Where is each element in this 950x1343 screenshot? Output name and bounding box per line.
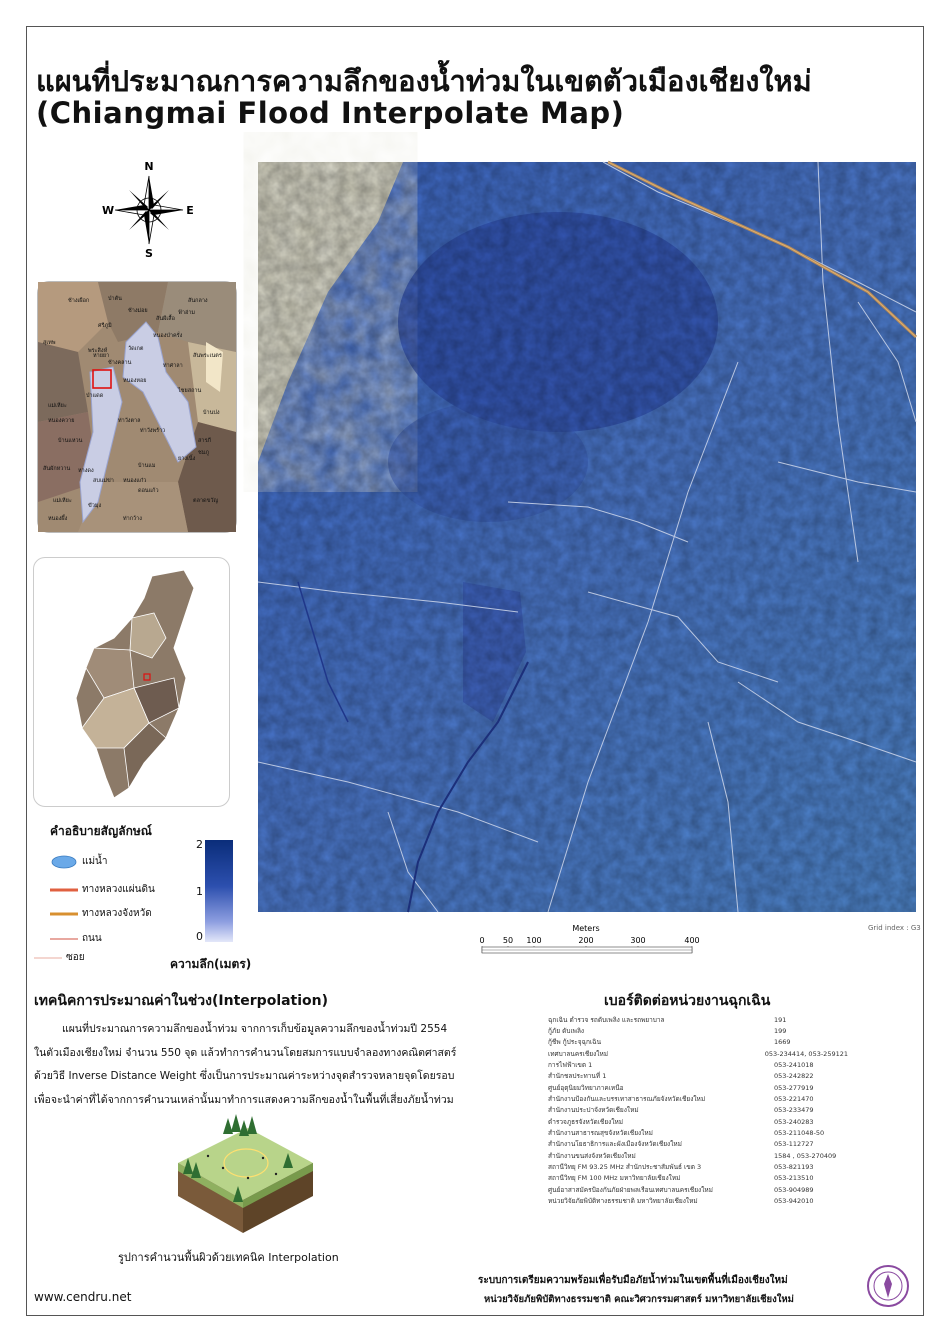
locator-district-label: สุเทพ [43, 340, 56, 346]
locator-district-label: หนองแก๋ว [123, 478, 147, 484]
legend-label-alley: ซอย [66, 952, 85, 963]
interpolation-title: เทคนิคการประมาณค่าในช่วง(Interpolation) [34, 993, 329, 1009]
contact-phone: 053-904989 [774, 1185, 814, 1194]
contact-agency: ศูนย์อาสาสมัครป้องกันภัยฝ่ายพลเรือนเทศบาลนครเชียงใหม่ [548, 1185, 713, 1194]
locator-district-label: ท่าวังตาล [118, 418, 141, 424]
scale-tick-label: 0 [479, 936, 485, 945]
depth-color-ramp [205, 840, 233, 942]
description-line: ด้วยวิธี Inverse Distance Weight ซึ่งเป็นการประมาณค่าระหว่างจุดสำรวจหลายจุดโดยรอบ [34, 1070, 455, 1082]
contact-phone: 1669 [774, 1038, 791, 1047]
footer-system-name: ระบบการเตรียมความพร้อมเพื่อรับมือภัยน้ำท่วมในเขตพื้นที่เมืองเชียงใหม่ [478, 1275, 788, 1286]
legend-title: คำอธิบายสัญลักษณ์ [50, 824, 152, 838]
contact-agency: สำนักงานสาธารณสุขจังหวัดเชียงใหม่ [548, 1129, 653, 1138]
contact-phone: 053-277919 [774, 1083, 814, 1092]
contact-row [548, 1025, 848, 1036]
contact-phone: 053-240283 [774, 1117, 814, 1126]
legend-item-river [50, 854, 108, 869]
contact-row [548, 1150, 848, 1161]
contact-row [548, 1082, 848, 1093]
contact-row [548, 1196, 848, 1207]
map-title-thai: แผนที่ประมาณการความลึกของน้ำท่วมในเขตตัวเมืองเชียงใหม่ [36, 64, 812, 98]
contacts-list [548, 1014, 848, 1207]
contact-phone: 191 [774, 1015, 787, 1024]
legend-label-river: แม่น้ำ [82, 856, 108, 867]
locator-district-label: สารภี [198, 438, 212, 444]
contact-agency: ฉุกเฉิน ตำรวจ รถดับเพลิง และรถพยาบาล [548, 1015, 665, 1024]
legend-item-road [50, 931, 102, 946]
contact-agency: สถานีวิทยุ FM 93.25 MHz สำนักประชาสัมพันธ์ เขต 3 [548, 1163, 702, 1172]
locator-district-label: สันพระเนตร [193, 353, 222, 359]
contact-row [548, 1059, 848, 1070]
locator-district-label: แม่เหียะ [48, 403, 67, 409]
contact-phone: 053-211048-50 [774, 1129, 825, 1138]
locator-district-label: ดอนแก้ว [138, 488, 159, 494]
locator-district-label: บ้านแม [138, 463, 156, 469]
contact-agency: กู้ชีพ กู้ประจุฉุกเฉิน [548, 1038, 602, 1047]
locator-district-label: หนองหอย [123, 378, 147, 384]
contact-agency: สถานีวิทยุ FM 100 MHz มหาวิทยาลัยเชียงใหม่ [548, 1174, 681, 1183]
provincial-highway-symbol-icon [50, 907, 78, 921]
grid-index: Grid index : G3 [868, 924, 921, 932]
interpolation-terrain-illustration [168, 1108, 318, 1243]
locator-district-label: ป่าแดด [86, 393, 104, 399]
locator-district-label: ไชยสถาน [178, 388, 202, 394]
contact-row [548, 1116, 848, 1127]
ramp-max-label: 2 [196, 838, 203, 851]
contact-agency: ศูนย์อุตุนิยมวิทยาภาคเหนือ [548, 1083, 624, 1092]
contact-phone: 053-234414, 053-259121 [764, 1049, 848, 1058]
description-line: แผนที่ประมาณการความลึกของน้ำท่วม จากการเก็บข้อมูลความลึกของน้ำท่วมปี 2554 [62, 1023, 448, 1035]
legend-item-alley [34, 950, 85, 965]
locator-district-label: บ้านปง [203, 410, 220, 416]
contact-agency: ตำรวจภูธรจังหวัดเชียงใหม่ [548, 1117, 624, 1126]
footer-organization: หน่วยวิจัยภัยพิบัติทางธรรมชาติ คณะวิศวกรรมศาสตร์ มหาวิทยาลัยเชียงใหม่ [484, 1294, 794, 1305]
scale-tick-label: 200 [578, 936, 594, 945]
contact-agency: สำนักงานป้องกันและบรรเทาสาธารณภัยจังหวัดเชียงใหม่ [548, 1095, 706, 1104]
interpolation-description [34, 1018, 514, 1112]
ramp-mid-label: 1 [196, 885, 203, 898]
river-symbol-icon [50, 855, 78, 869]
alley-symbol-icon [34, 951, 62, 965]
legend-item-provincial-highway [50, 906, 152, 921]
locator-district-label: ท่าศาลา [163, 363, 183, 369]
legend-label-national-highway: ทางหลวงแผ่นดิน [82, 884, 155, 895]
contact-phone: 053-233479 [774, 1106, 814, 1115]
contact-row [548, 1071, 848, 1082]
contact-phone: 053-241018 [774, 1061, 814, 1070]
locator-district-label: ยางเนิ้ง [178, 456, 196, 462]
road-symbol-icon [50, 932, 78, 946]
contact-agency: หน่วยวิจัยภัยพิบัติทางธรรมชาติ มหาวิทยาลัยเชียงใหม่ [548, 1197, 698, 1206]
province-locator-map [33, 557, 230, 807]
contact-row [548, 1173, 848, 1184]
locator-district-label: ชมภู [198, 450, 209, 456]
contact-phone: 053-821193 [774, 1163, 814, 1172]
locator-district-label: สันผีเสื้อ [156, 316, 175, 322]
locator-district-label: ท่าวังพร้าว [140, 428, 166, 434]
contact-agency: กู้ภัย ดับเพลิง [548, 1027, 585, 1036]
locator-district-label: ขัวมุง [88, 503, 102, 509]
scale-tick-label: 300 [630, 936, 646, 945]
contact-agency: สำนักงานประปาจังหวัดเชียงใหม่ [548, 1106, 639, 1115]
contact-phone: 053-213510 [774, 1174, 814, 1183]
map-title-english: (Chiangmai Flood Interpolate Map) [36, 96, 625, 130]
scale-tick-label: 100 [526, 936, 542, 945]
locator-district-label: บ้านแหวน [58, 438, 83, 444]
legend-label-road: ถนน [82, 933, 102, 944]
flood-depth-map [258, 162, 916, 912]
scale-tick-label: 50 [502, 936, 514, 945]
compass-e: E [186, 204, 194, 217]
contact-row [548, 1184, 848, 1195]
locator-district-label: ฟ้าฮ่าม [178, 310, 196, 316]
locator-district-label: หายยา [93, 353, 110, 359]
contact-row [548, 1127, 848, 1138]
contact-row [548, 1014, 848, 1025]
locator-district-label: พระสิงห์ [88, 348, 108, 354]
locator-district-label: สันกลาง [188, 298, 208, 304]
locator-district-label: หางดง [78, 468, 94, 474]
contact-phone: 053-221470 [774, 1095, 814, 1104]
locator-district-label: สบแม่ข่า [93, 478, 114, 484]
depth-unit-label: ความลึก(เมตร) [170, 957, 252, 971]
scale-unit: Meters [572, 924, 600, 933]
contact-agency: สำนักชลประทานที่ 1 [548, 1072, 607, 1081]
north-arrow-icon [101, 158, 194, 260]
locator-district-label: ศรีภูมิ [98, 323, 112, 329]
contact-agency: สำนักงานโยธาธิการและผังเมืองจังหวัดเชียงใหม่ [548, 1140, 682, 1149]
contacts-title: เบอร์ติดต่อหน่วยงานฉุกเฉิน [604, 993, 771, 1009]
locator-district-label: ป่าตัน [108, 296, 122, 302]
contact-row [548, 1105, 848, 1116]
interpolation-caption: รูปการคำนวนพื้นผิวด้วยเทคนิค Interpolation [118, 1251, 339, 1264]
contact-row [548, 1093, 848, 1104]
locator-district-label: ช้างเผือก [68, 298, 90, 304]
website-link[interactable]: www.cendru.net [34, 1290, 132, 1304]
district-locator-map [37, 281, 237, 533]
contact-agency: สำนักงานขนส่งจังหวัดเชียงใหม่ [548, 1151, 636, 1160]
locator-district-label: วัดเกต [128, 346, 144, 352]
description-line: ในตัวเมืองเชียงใหม่ จำนวน 550 จุด แล้วทำการคำนวนโดยสมการแบบจำลองทางคณิตศาสตร์ [34, 1046, 457, 1059]
contact-phone: 053-242822 [774, 1072, 814, 1081]
contact-phone: 1584 , 053-270409 [774, 1151, 837, 1160]
locator-district-label: ช้างคลาน [108, 360, 132, 366]
description-line: เพื่อจะนำค่าที่ได้จากการคำนวนเหล่านั้นมาทำการแสดงความลึกของน้ำในพื้นที่เสี่ยงภัยน้ำท่วม [34, 1093, 454, 1106]
ramp-min-label: 0 [196, 930, 203, 943]
contact-phone: 053-942010 [774, 1197, 814, 1206]
legend-label-provincial-highway: ทางหลวงจังหวัด [82, 908, 152, 919]
contact-agency: เทศบาลนครเชียงใหม่ [548, 1049, 609, 1058]
locator-district-label: สันผักหวาน [43, 466, 71, 472]
scale-tick-label: 400 [684, 936, 700, 945]
contact-row [548, 1139, 848, 1150]
contact-phone: 199 [774, 1027, 787, 1036]
compass-n: N [144, 160, 154, 173]
locator-district-label: ช้างม่อย [128, 308, 148, 314]
contact-agency: การไฟฟ้าเขต 1 [548, 1061, 593, 1070]
contact-row [548, 1048, 848, 1059]
national-highway-symbol-icon [50, 883, 78, 897]
locator-district-label: หนองควาย [48, 418, 75, 424]
contact-row [548, 1161, 848, 1172]
locator-district-label: ตลาดขวัญ [193, 498, 219, 504]
locator-district-label: หนองป่าครั่ง [153, 333, 183, 339]
compass-s: S [145, 247, 153, 260]
legend-item-national-highway [50, 882, 155, 897]
scale-bar [480, 922, 700, 958]
university-seal-icon [866, 1264, 910, 1308]
contact-row [548, 1037, 848, 1048]
contact-phone: 053-112727 [774, 1140, 814, 1149]
compass-w: W [101, 204, 115, 217]
locator-district-label: แม่เหียะ [53, 498, 72, 504]
locator-district-label: หนองผึ้ง [48, 516, 68, 522]
locator-district-label: ท่ากว้าง [123, 516, 142, 522]
